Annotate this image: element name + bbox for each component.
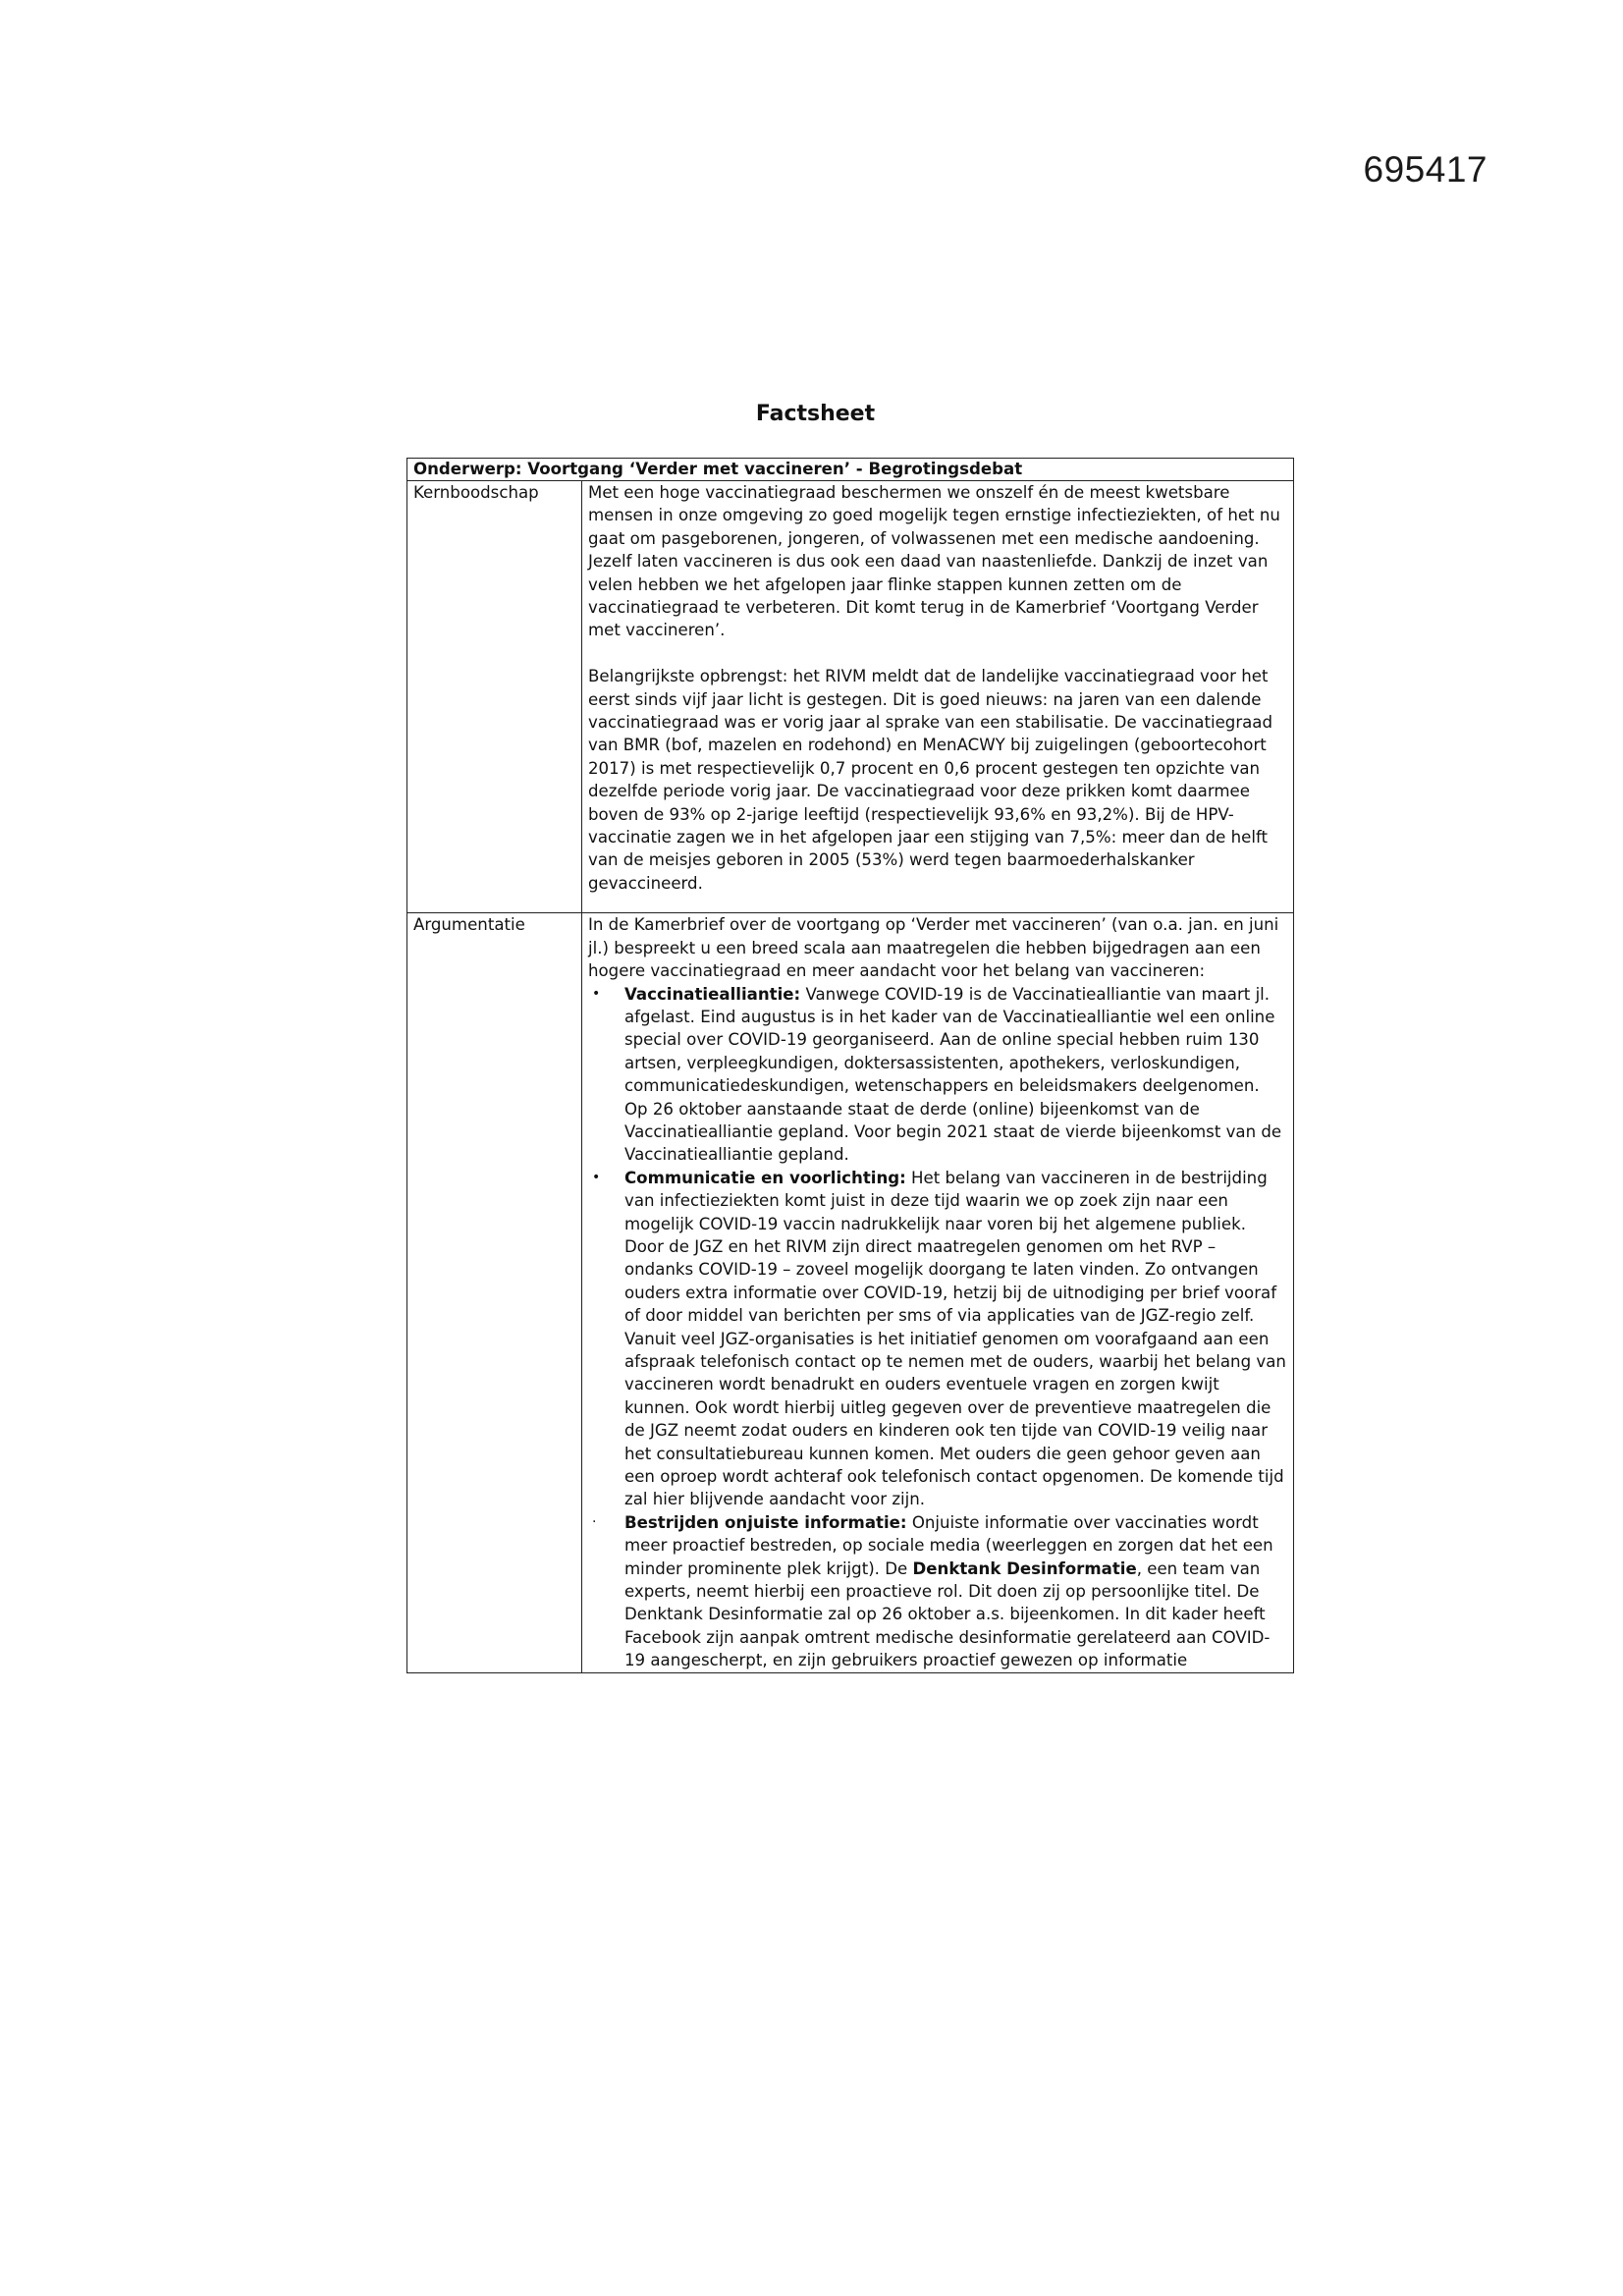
- bullet-title: Bestrijden onjuiste informatie:: [624, 1512, 907, 1532]
- opbrengst-paragraph: Belangrijkste opbrengst: het RIVM meldt dat de landelijke vaccinatiegraad voor het eerst sinds vijf jaar licht is gestegen. Dit is goed nieuws: na jaren van een dalende vaccinatiegraad was er vorig jaar al sprake van een stabilisatie. De vaccinatiegraad van BMR (bof, mazelen en rodehond) en MenACWY bij zuigelingen (geboortecohort 2017) is met respectievelijk 0,7 procent en 0,6 procent gestegen ten opzichte van dezelfde periode vorig jaar. De vaccinatiegraad voor deze prikken komt daarmee boven de 93% op 2-jarige leeftijd (respectievelijk 93,6% en 93,2%). Bij de HPV-vaccinatie zagen we in het afgelopen jaar een stijging van 7,5%: meer dan de helft van de meisjes geboren in 2005 (53%) werd tegen baarmoederhalskanker gevaccineerd.: [588, 667, 1273, 893]
- document-number: 695417: [1363, 149, 1488, 190]
- bullet-text: Het belang van vaccineren in de bestrijding van infectieziekten komt juist in deze tijd waarin we op zoek zijn naar een mogelijk COVID-19 vaccin nadrukkelijk naar voren bij het algemene publiek. Door de JGZ en het RIVM zijn direct maatregelen genomen om het RVP – ondanks COVID-19 – zoveel mogelijk doorgang te laten vinden. Zo ontvangen ouders extra informatie over COVID-19, hetzij bij de uitnodiging per brief vooraf of door middel van berichten per sms of via applicaties van de JGZ-regio zelf. Vanuit veel JGZ-organisaties is het initiatief genomen om voorafgaand aan een afspraak telefonisch contact op te nemen met de ouders, waarbij het belang van vaccineren wordt benadrukt en ouders eventuele vragen en zorgen kwijt kunnen. Ook wordt hierbij uitleg gegeven over de preventieve maatregelen die de JGZ neemt zodat ouders en kinderen ook ten tijde van COVID-19 veilig naar het consultatiebureau kunnen komen. Met ouders die geen gehoor geven aan een oproep wordt achteraf ook telefonisch contact opgenomen. De komende tijd zal hier blijvende aandacht voor zijn.: [624, 1168, 1286, 1509]
- bullet-text-continued: , een team van experts, neemt hierbij een proactieve rol. Dit doen zij op persoonlijke titel. De Denktank Desinformatie zal op 26 oktober a.s. bijeenkomen. In dit kader heeft Facebook zijn aanpak omtrent medische desinformatie gerelateerd aan COVID-19 aangescherpt, en zijn gebruikers proactief gewezen op informatie: [624, 1558, 1271, 1670]
- subject-heading: Onderwerp: Voortgang ‘Verder met vaccineren’ - Begrotingsdebat: [407, 459, 1294, 481]
- argumentatie-label: Argumentatie: [407, 913, 582, 1672]
- factsheet-table: [406, 458, 1294, 1673]
- bullet-text: Vanwege COVID-19 is de Vaccinatiealliantie van maart jl. afgelast. Eind augustus is in het kader van de Vaccinatiealliantie wel een online special over COVID-19 georganiseerd. Aan de online special hebben ruim 130 artsen, verpleegkundigen, doktersassistenten, apothekers, verloskundigen, communicatiedeskundigen, wetenschappers en beleidsmakers deelgenomen. Op 26 oktober aanstaande staat de derde (online) bijeenkomst van de Vaccinatiealliantie gepland. Voor begin 2021 staat de vierde bijeenkomst van de Vaccinatiealliantie gepland.: [624, 984, 1282, 1165]
- list-item: [588, 983, 1287, 1167]
- bullet-title: Vaccinatiealliantie:: [624, 984, 801, 1004]
- argumentatie-intro: In de Kamerbrief over de voortgang op ‘Verder met vaccineren’ (van o.a. jan. en juni jl.) bespreekt u een breed scala aan maatregelen die hebben bijgedragen aan een hogere vaccinatiegraad en meer aandacht voor het belang van vaccineren:: [588, 915, 1279, 981]
- list-item: [588, 1511, 1287, 1672]
- page-title: Factsheet: [755, 402, 876, 426]
- kernboodschap-content: [582, 481, 1294, 913]
- argumentatie-row: [407, 913, 1294, 1672]
- kernboodschap-label: Kernboodschap: [407, 481, 582, 913]
- argumentatie-list: [588, 983, 1287, 1672]
- bullet-icon: •: [592, 1169, 601, 1185]
- bullet-inline-title: Denktank Desinformatie: [912, 1558, 1137, 1578]
- kernboodschap-paragraph: Met een hoge vaccinatiegraad beschermen we onszelf én de meest kwetsbare mensen in onze omgeving zo goed mogelijk tegen ernstige infectieziekten, of het nu gaat om pasgeborenen, jongeren, of volwassenen met een medische aandoening. Jezelf laten vaccineren is dus ook een daad van naastenliefde. Dankzij de inzet van velen hebben we het afgelopen jaar flinke stappen kunnen zetten om de vaccinatiegraad te verbeteren. Dit komt terug in de Kamerbrief ‘Voortgang Verder met vaccineren’.: [588, 483, 1280, 640]
- bullet-icon: ·: [592, 1513, 597, 1530]
- kernboodschap-row: [407, 481, 1294, 913]
- argumentatie-content: [582, 913, 1294, 1672]
- bullet-text: Onjuiste informatie over vaccinaties wordt meer proactief bestreden, op sociale media (weerleggen en zorgen dat het een minder prominente plek krijgt). De: [624, 1512, 1273, 1578]
- bullet-icon: •: [592, 985, 601, 1002]
- list-item: [588, 1167, 1287, 1511]
- bullet-title: Communicatie en voorlichting:: [624, 1168, 906, 1187]
- subject-row: [407, 459, 1294, 481]
